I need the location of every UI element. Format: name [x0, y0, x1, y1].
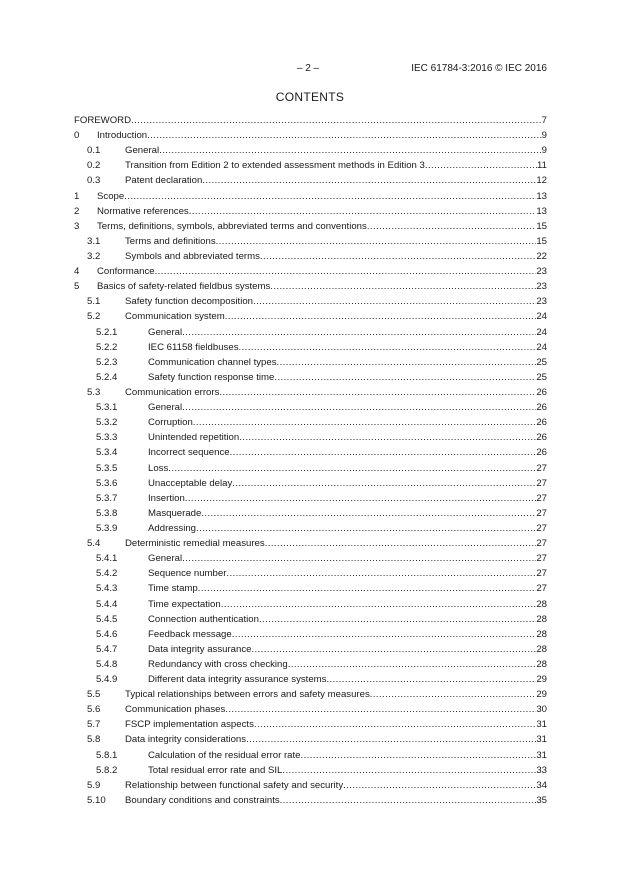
toc-entry-title: Terms and definitions: [125, 235, 216, 247]
dot-leader: [301, 748, 537, 763]
toc-entry-page: 9: [541, 130, 547, 142]
toc-entry-number: 3.1: [87, 235, 101, 247]
dot-leader: [370, 687, 537, 702]
toc-entry-title: Feedback message: [148, 628, 232, 640]
toc-entry-number: 5.3.9: [96, 522, 118, 534]
toc-entry-number: 5.4.5: [96, 613, 118, 625]
dot-leader: [225, 702, 536, 717]
dot-leader: [280, 793, 537, 808]
toc-entry[interactable]: [74, 158, 547, 173]
toc-entry-title: Normative references: [97, 205, 189, 217]
toc-entry-title: IEC 61158 fieldbuses: [148, 341, 239, 353]
toc-entry[interactable]: [74, 612, 547, 627]
toc-entry[interactable]: [74, 566, 547, 581]
page-title: CONTENTS: [275, 90, 345, 104]
toc-entry-title: Corruption: [148, 417, 193, 429]
toc-entry-page: 15: [536, 220, 547, 232]
toc-entry-title: Communication errors: [125, 386, 220, 398]
toc-entry-page: 28: [536, 658, 547, 670]
toc-entry[interactable]: [74, 204, 547, 219]
toc-entry[interactable]: [74, 189, 547, 204]
dot-leader: [326, 672, 536, 687]
toc-entry-title: Communication phases: [125, 704, 226, 716]
toc-entry[interactable]: [74, 340, 547, 355]
toc-entry-title: General: [148, 553, 183, 565]
toc-entry[interactable]: [74, 627, 547, 642]
toc-entry[interactable]: [74, 597, 547, 612]
dot-leader: [277, 355, 537, 370]
dot-leader: [270, 279, 536, 294]
toc-entry-page: 26: [536, 447, 547, 459]
toc-entry[interactable]: [74, 430, 547, 445]
toc-entry-page: 15: [536, 235, 547, 247]
toc-entry-number: 5.4.7: [96, 643, 118, 655]
toc-entry-number: 5.2.4: [96, 371, 118, 383]
toc-entry-number: 5.8: [87, 734, 101, 746]
dot-leader: [155, 264, 537, 279]
toc-entry[interactable]: [74, 400, 547, 415]
dot-leader: [232, 476, 536, 491]
toc-entry-number: 0: [74, 130, 80, 142]
toc-entry-number: 5.4.3: [96, 583, 118, 595]
toc-entry[interactable]: [74, 128, 547, 143]
toc-entry-page: 23: [536, 296, 547, 308]
toc-entry[interactable]: [74, 717, 547, 732]
toc-entry-page: 28: [536, 613, 547, 625]
dot-leader: [202, 173, 536, 188]
toc-entry-page: 7: [541, 115, 547, 126]
toc-entry-title: Safety function decomposition: [125, 296, 253, 308]
dot-leader: [239, 430, 536, 445]
toc-entry-number: 5.3.5: [96, 462, 118, 474]
toc-entry-title: FSCP implementation aspects: [125, 719, 254, 731]
toc-entry-title: Unacceptable delay: [148, 477, 233, 489]
toc-entry-page: 29: [536, 689, 547, 701]
toc-entry-number: 5.2.3: [96, 356, 118, 368]
toc-entry[interactable]: [74, 793, 547, 808]
toc-entry-page: 22: [536, 250, 547, 262]
toc-entry-title: Conformance: [97, 266, 155, 278]
toc-entry[interactable]: [74, 521, 547, 536]
dot-leader: [147, 128, 542, 143]
toc-entry[interactable]: [74, 234, 547, 249]
toc-entry-number: 5.2.1: [96, 326, 118, 338]
toc-entry-number: 5.3.3: [96, 432, 118, 444]
toc-entry-number: 5.3.2: [96, 417, 118, 429]
toc-entry-title: Masquerade: [148, 507, 202, 519]
toc-entry[interactable]: [74, 763, 547, 778]
page-number: – 2 –: [296, 63, 320, 74]
toc-entry-title: Different data integrity assurance systems: [148, 674, 327, 686]
toc-entry-number: 5.4.1: [96, 553, 118, 565]
dot-leader: [198, 581, 537, 596]
dot-leader: [253, 294, 536, 309]
toc-entry-page: 26: [536, 386, 547, 398]
dot-leader: [226, 566, 536, 581]
toc-entry-title: Deterministic remedial measures: [125, 538, 265, 550]
toc-entry-title: Safety function response time: [148, 371, 275, 383]
toc-entry-number: 2: [74, 205, 80, 217]
toc-entry[interactable]: [74, 461, 547, 476]
toc-entry-page: 13: [536, 190, 547, 202]
toc-entry-page: 27: [536, 522, 547, 534]
toc-entry[interactable]: [74, 657, 547, 672]
dot-leader: [182, 400, 536, 415]
toc-entry-page: 27: [536, 477, 547, 489]
toc-entry-number: 0.3: [87, 175, 101, 187]
toc-entry-page: 27: [536, 492, 547, 504]
toc-entry[interactable]: [74, 143, 547, 158]
toc-entry-title: Calculation of the residual error rate: [148, 749, 301, 761]
dot-leader: [193, 415, 537, 430]
dot-leader: [124, 189, 536, 204]
toc-entry-page: 24: [536, 311, 547, 323]
toc-entry-number: 5.3: [87, 386, 101, 398]
dot-leader: [239, 340, 537, 355]
toc-entry-page: 33: [536, 764, 547, 776]
toc-entry-page: 25: [536, 356, 547, 368]
toc-entry-page: 27: [536, 507, 547, 519]
toc-entry-number: 5.1: [87, 296, 101, 308]
toc-entry-title: Sequence number: [148, 568, 227, 580]
toc-entry[interactable]: [74, 415, 547, 430]
toc-entry[interactable]: [74, 748, 547, 763]
toc-entry-title: Boundary conditions and constraints: [125, 794, 280, 806]
dot-leader: [189, 204, 537, 219]
toc-entry[interactable]: [74, 385, 547, 400]
toc-entry[interactable]: [74, 642, 547, 657]
toc-entry[interactable]: [74, 536, 547, 551]
dot-leader: [182, 551, 536, 566]
toc-entry-title: General: [148, 326, 183, 338]
dot-leader: [159, 143, 542, 158]
standard-reference: IEC 61784-3:2016 © IEC 2016: [411, 63, 547, 74]
dot-leader: [221, 597, 537, 612]
toc-entry-number: 5.2.2: [96, 341, 118, 353]
toc-entry[interactable]: [74, 355, 547, 370]
dot-leader: [168, 461, 536, 476]
toc-entry[interactable]: [74, 581, 547, 596]
toc-entry-page: 28: [536, 643, 547, 655]
toc-entry-title: Data integrity assurance: [148, 643, 252, 655]
toc-entry-page: 27: [536, 553, 547, 565]
toc-entry-title: Relationship between functional safety and security: [125, 779, 344, 791]
toc-entry-page: 12: [536, 175, 547, 187]
toc-entry-title: Transition from Edition 2 to extended assessment methods in Edition 3: [125, 160, 425, 172]
dot-leader: [201, 506, 536, 521]
toc-entry[interactable]: [74, 687, 547, 702]
toc-entry-number: 4: [74, 266, 80, 278]
toc-entry-number: 5.10: [87, 794, 106, 806]
toc-entry-page: 29: [536, 674, 547, 686]
toc-entry-page: 31: [536, 719, 547, 731]
toc-entry-title: Introduction: [97, 130, 148, 142]
toc-entry-title: Communication system: [125, 311, 225, 323]
dot-leader: [254, 717, 536, 732]
dot-leader: [288, 657, 537, 672]
dot-leader: [367, 219, 537, 234]
toc-entry-number: 5.3.8: [96, 507, 118, 519]
toc-entry-number: 5.8.1: [96, 749, 118, 761]
toc-entry-number: 0.2: [87, 160, 101, 172]
toc-entry-title: Incorrect sequence: [148, 447, 230, 459]
toc-entry-number: 5.4.9: [96, 674, 118, 686]
toc-entry-title: Time expectation: [148, 598, 221, 610]
toc-entry-title: Scope: [97, 190, 125, 202]
toc-entry-page: 28: [536, 598, 547, 610]
toc-entry[interactable]: [74, 551, 547, 566]
toc-entry-page: 9: [541, 145, 547, 157]
toc-entry[interactable]: [74, 249, 547, 264]
toc-entry-number: 5.3.1: [96, 402, 118, 414]
toc-entry-title: FOREWORD: [74, 115, 132, 126]
toc-entry-number: 5.4.8: [96, 658, 118, 670]
toc-entry-page: 25: [536, 371, 547, 383]
toc-entry-page: 35: [536, 794, 547, 806]
toc-entry-title: General: [148, 402, 183, 414]
dot-leader: [274, 370, 536, 385]
dot-leader: [185, 491, 537, 506]
toc-entry[interactable]: [74, 113, 547, 128]
dot-leader: [232, 627, 537, 642]
toc-entry[interactable]: [74, 491, 547, 506]
toc-entry-page: 13: [536, 205, 547, 217]
dot-leader: [425, 158, 537, 173]
toc-entry[interactable]: [74, 778, 547, 793]
dot-leader: [131, 113, 542, 128]
toc-entry-title: Symbols and abbreviated terms: [125, 250, 260, 262]
toc-entry-page: 24: [536, 341, 547, 353]
toc-entry-number: 5.3.4: [96, 447, 118, 459]
dot-leader: [216, 234, 537, 249]
table-of-contents: [74, 113, 547, 808]
toc-entry-number: 3: [74, 220, 80, 232]
toc-entry-page: 27: [536, 462, 547, 474]
toc-entry[interactable]: [74, 445, 547, 460]
toc-entry-title: Unintended repetition: [148, 432, 240, 444]
toc-entry-page: 34: [536, 779, 547, 791]
toc-entry-title: Connection authentication: [148, 613, 259, 625]
toc-entry[interactable]: [74, 506, 547, 521]
toc-entry-title: Basics of safety-related fieldbus systems: [97, 281, 271, 293]
toc-entry-number: 3.2: [87, 250, 101, 262]
toc-entry[interactable]: [74, 702, 547, 717]
toc-entry-title: Terms, definitions, symbols, abbreviated terms and conventions: [97, 220, 367, 232]
toc-entry-number: 5.5: [87, 689, 101, 701]
toc-entry-title: Total residual error rate and SIL: [148, 764, 283, 776]
dot-leader: [225, 309, 537, 324]
toc-entry-title: General: [125, 145, 160, 157]
dot-leader: [343, 778, 536, 793]
toc-entry-page: 26: [536, 417, 547, 429]
toc-entry[interactable]: [74, 732, 547, 747]
toc-entry-page: 31: [536, 734, 547, 746]
toc-entry[interactable]: [74, 219, 547, 234]
dot-leader: [259, 612, 536, 627]
toc-entry[interactable]: [74, 173, 547, 188]
toc-entry-number: 0.1: [87, 145, 101, 157]
toc-entry-number: 5.4.6: [96, 628, 118, 640]
dot-leader: [219, 385, 536, 400]
toc-entry[interactable]: [74, 325, 547, 340]
toc-entry-page: 26: [536, 432, 547, 444]
toc-entry-number: 5.9: [87, 779, 101, 791]
dot-leader: [260, 249, 536, 264]
toc-entry-title: Redundancy with cross checking: [148, 658, 288, 670]
dot-leader: [265, 536, 537, 551]
toc-entry-number: 5.7: [87, 719, 101, 731]
toc-entry[interactable]: [74, 370, 547, 385]
toc-entry-title: Loss: [148, 462, 169, 474]
dot-leader: [230, 445, 537, 460]
dot-leader: [196, 521, 536, 536]
toc-entry-number: 5.4.2: [96, 568, 118, 580]
toc-entry-page: 11: [537, 160, 547, 172]
toc-entry-title: Communication channel types: [148, 356, 277, 368]
toc-entry-number: 5.3.6: [96, 477, 118, 489]
dot-leader: [251, 642, 536, 657]
toc-entry-number: 5.2: [87, 311, 101, 323]
toc-entry-page: 27: [536, 568, 547, 580]
toc-entry-page: 27: [536, 538, 547, 550]
toc-entry-page: 30: [536, 704, 547, 716]
toc-entry-title: Typical relationships between errors and safety measures: [125, 689, 370, 701]
toc-entry-number: 5.4.4: [96, 598, 118, 610]
toc-entry-page: 26: [536, 402, 547, 414]
toc-entry-number: 5: [74, 281, 80, 293]
toc-entry[interactable]: [74, 672, 547, 687]
toc-entry-number: 5.6: [87, 704, 101, 716]
toc-entry-page: 23: [536, 281, 547, 293]
toc-entry-number: 1: [74, 190, 80, 202]
toc-entry-title: Addressing: [148, 522, 196, 534]
toc-entry-page: 28: [536, 628, 547, 640]
toc-entry-page: 24: [536, 326, 547, 338]
toc-entry-number: 5.8.2: [96, 764, 118, 776]
toc-entry-title: Data integrity considerations: [125, 734, 247, 746]
dot-leader: [282, 763, 536, 778]
toc-entry[interactable]: [74, 476, 547, 491]
toc-entry-page: 27: [536, 583, 547, 595]
toc-entry[interactable]: [74, 279, 547, 294]
toc-entry[interactable]: [74, 294, 547, 309]
toc-entry-title: Time stamp: [148, 583, 198, 595]
toc-entry-title: Patent declaration: [125, 175, 203, 187]
toc-entry-number: 5.3.7: [96, 492, 118, 504]
dot-leader: [246, 732, 536, 747]
toc-entry-page: 23: [536, 266, 547, 278]
toc-entry[interactable]: [74, 264, 547, 279]
toc-entry-page: 31: [536, 749, 547, 761]
toc-entry-title: Insertion: [148, 492, 185, 504]
toc-entry-number: 5.4: [87, 538, 101, 550]
dot-leader: [182, 325, 536, 340]
toc-entry[interactable]: [74, 309, 547, 324]
